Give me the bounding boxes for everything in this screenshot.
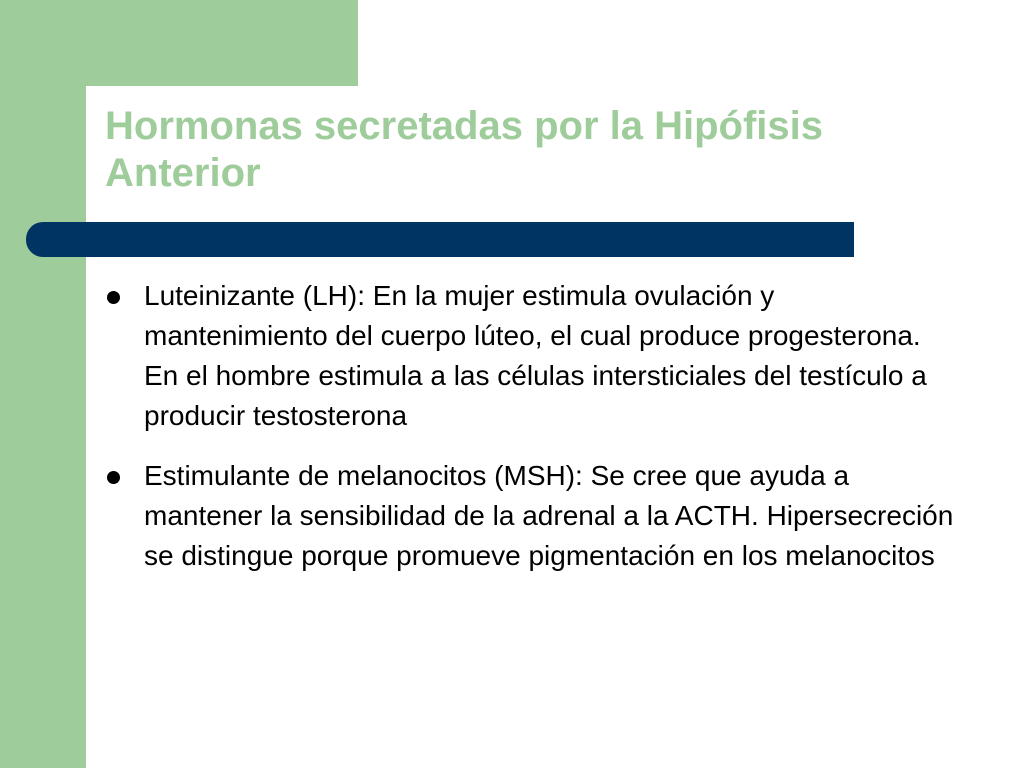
title-divider-bar xyxy=(26,222,854,257)
bullet-icon xyxy=(107,291,120,304)
bullet-text: Estimulante de melanocitos (MSH): Se cree que ayuda a mantener la sensibilidad de la adrenal a la ACTH. Hipersecreción se distingue porque promueve pigmentación en los melanocitos xyxy=(144,460,954,571)
list-item xyxy=(100,276,960,436)
bullet-icon xyxy=(107,471,120,484)
top-decorative-band xyxy=(0,0,358,86)
bullet-text: Luteinizante (LH): En la mujer estimula ovulación y mantenimiento del cuerpo lúteo, el cual produce progesterona. En el hombre estimula a las células intersticiales del testículo a producir testosterona xyxy=(144,280,927,431)
bullet-list xyxy=(100,276,960,596)
list-item xyxy=(100,456,960,576)
left-decorative-band xyxy=(0,0,86,768)
slide-title: Hormonas secretadas por la Hipófisis Anterior xyxy=(105,104,824,195)
